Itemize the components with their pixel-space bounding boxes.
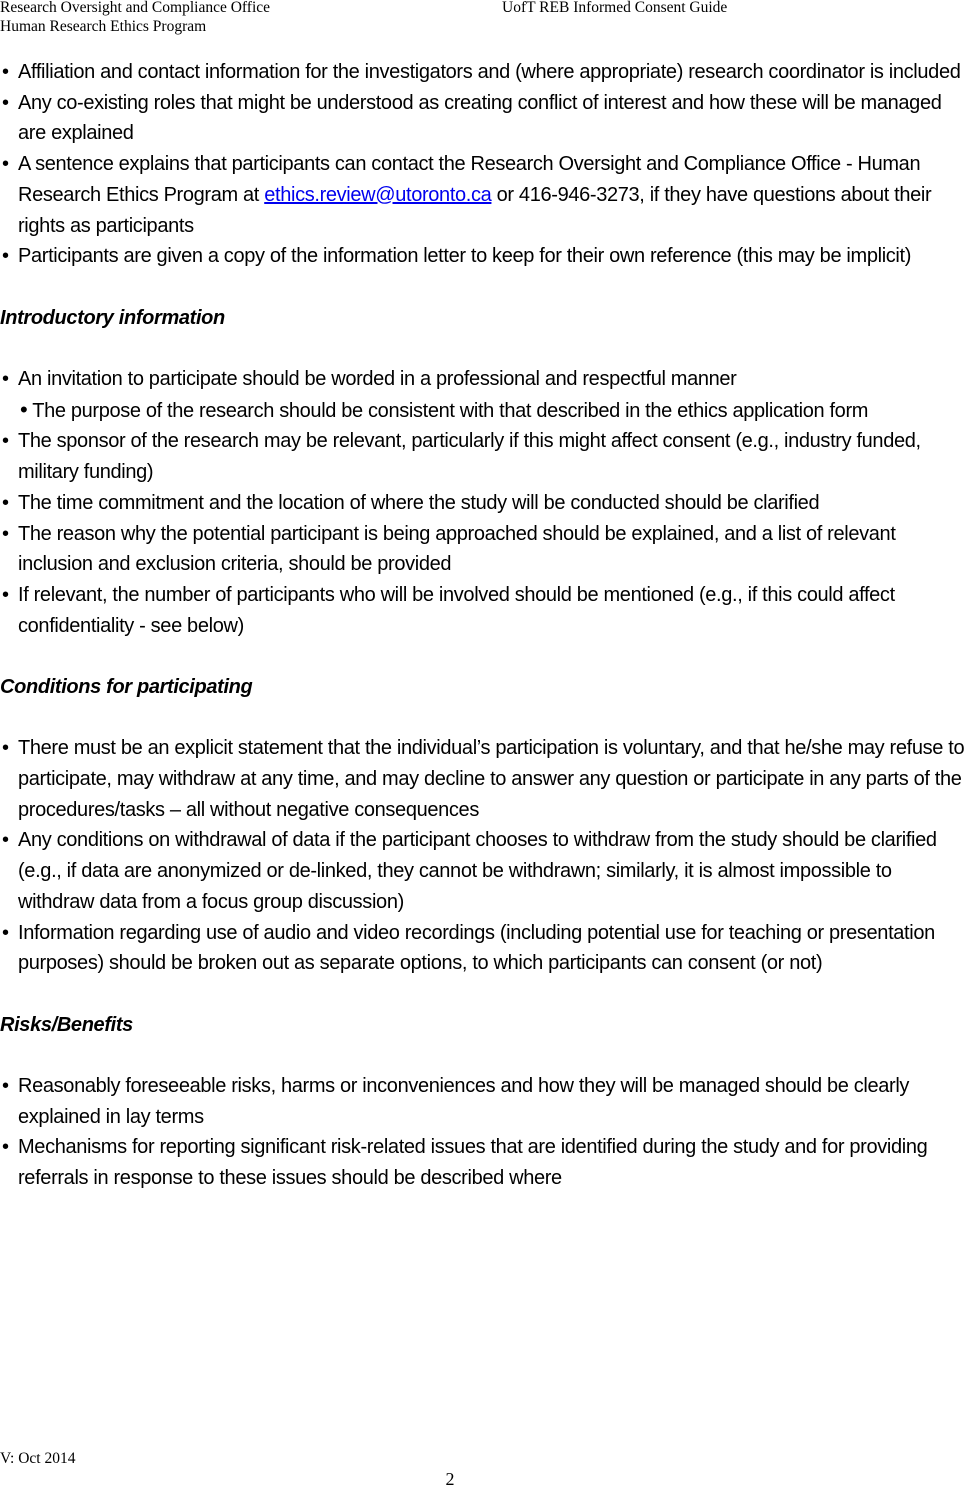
header-office: Research Oversight and Compliance Office: [0, 0, 271, 16]
list-item: • Any conditions on withdrawal of data if the participant chooses to withdraw from the study should be clarified (e.g., if data are anonymized or de-linked, they cannot be withdrawn; similarly, it is almost impossible to withdraw data from a focus group discussion): [2, 829, 937, 913]
header-program: Human Research Ethics Program: [0, 18, 207, 35]
list-item: • Any co-existing roles that might be understood as creating conflict of interest and how these will be managed are explained: [2, 91, 942, 145]
section-title-risks: Risks/Benefits: [0, 1013, 133, 1036]
list-item: • Reasonably foreseeable risks, harms or inconveniences and how they will be managed should be clearly explained in lay terms: [2, 1075, 910, 1128]
header-guide-title: UofT REB Informed Consent Guide: [502, 0, 728, 16]
list-item: • Participants are given a copy of the information letter to keep for their own reference (this may be implicit): [2, 245, 912, 268]
list-item: • Affiliation and contact information for the investigators and (where appropriate) research coordinator is included: [2, 61, 961, 83]
section-title-conditions: Conditions for participating: [0, 676, 253, 698]
ethics-email-link[interactable]: ethics.review@utoronto.ca: [264, 183, 492, 206]
list-item: • There must be an explicit statement that the individual’s participation is voluntary, and that he/she may refuse to participate, may withdraw at any time, and may decline to answer any question or participate in any parts of the procedures/tasks – all without negative consequences: [2, 737, 965, 821]
list-item: • An invitation to participate should be worded in a professional and respectful manner: [2, 367, 737, 390]
list-item: • The sponsor of the research may be relevant, particularly if this might affect consent (e.g., industry funded, military funding): [2, 430, 921, 484]
list-item: • A sentence explains that participants can contact the Research Oversight and Compliance Office - Human Research Ethics Program at ethics.review@utoronto.ca or 416-946-3273, if they have questions about their rights as participants: [2, 153, 932, 237]
section-title-introductory: Introductory information: [0, 306, 225, 329]
introductory-list: [0, 364, 970, 641]
conditions-list: [0, 733, 970, 979]
page-number: 2: [445, 1469, 455, 1489]
list-item: • If relevant, the number of participants who will be involved should be mentioned (e.g., if this could affect confidentiality - see below): [2, 583, 895, 637]
risks-list: [0, 1071, 970, 1194]
list-item: • The purpose of the research should be consistent with that described in the ethics application form: [20, 396, 869, 422]
list-item: • Mechanisms for reporting significant risk-related issues that are identified during the study and for providing referrals in response to these issues should be described where: [2, 1136, 928, 1190]
contact-bullet-list: [0, 57, 970, 272]
document-body: [0, 57, 970, 1194]
list-item: • The time commitment and the location of where the study will be conducted should be clarified: [2, 491, 820, 514]
version-label: V: Oct 2014: [0, 1450, 76, 1467]
list-item: • The reason why the potential participant is being approached should be explained, and a list of relevant inclusion and exclusion criteria, should be provided: [2, 522, 896, 576]
list-item: • Information regarding use of audio and video recordings (including potential use for teaching or presentation purposes) should be broken out as separate options, to which participants can consent (or not): [2, 921, 935, 975]
